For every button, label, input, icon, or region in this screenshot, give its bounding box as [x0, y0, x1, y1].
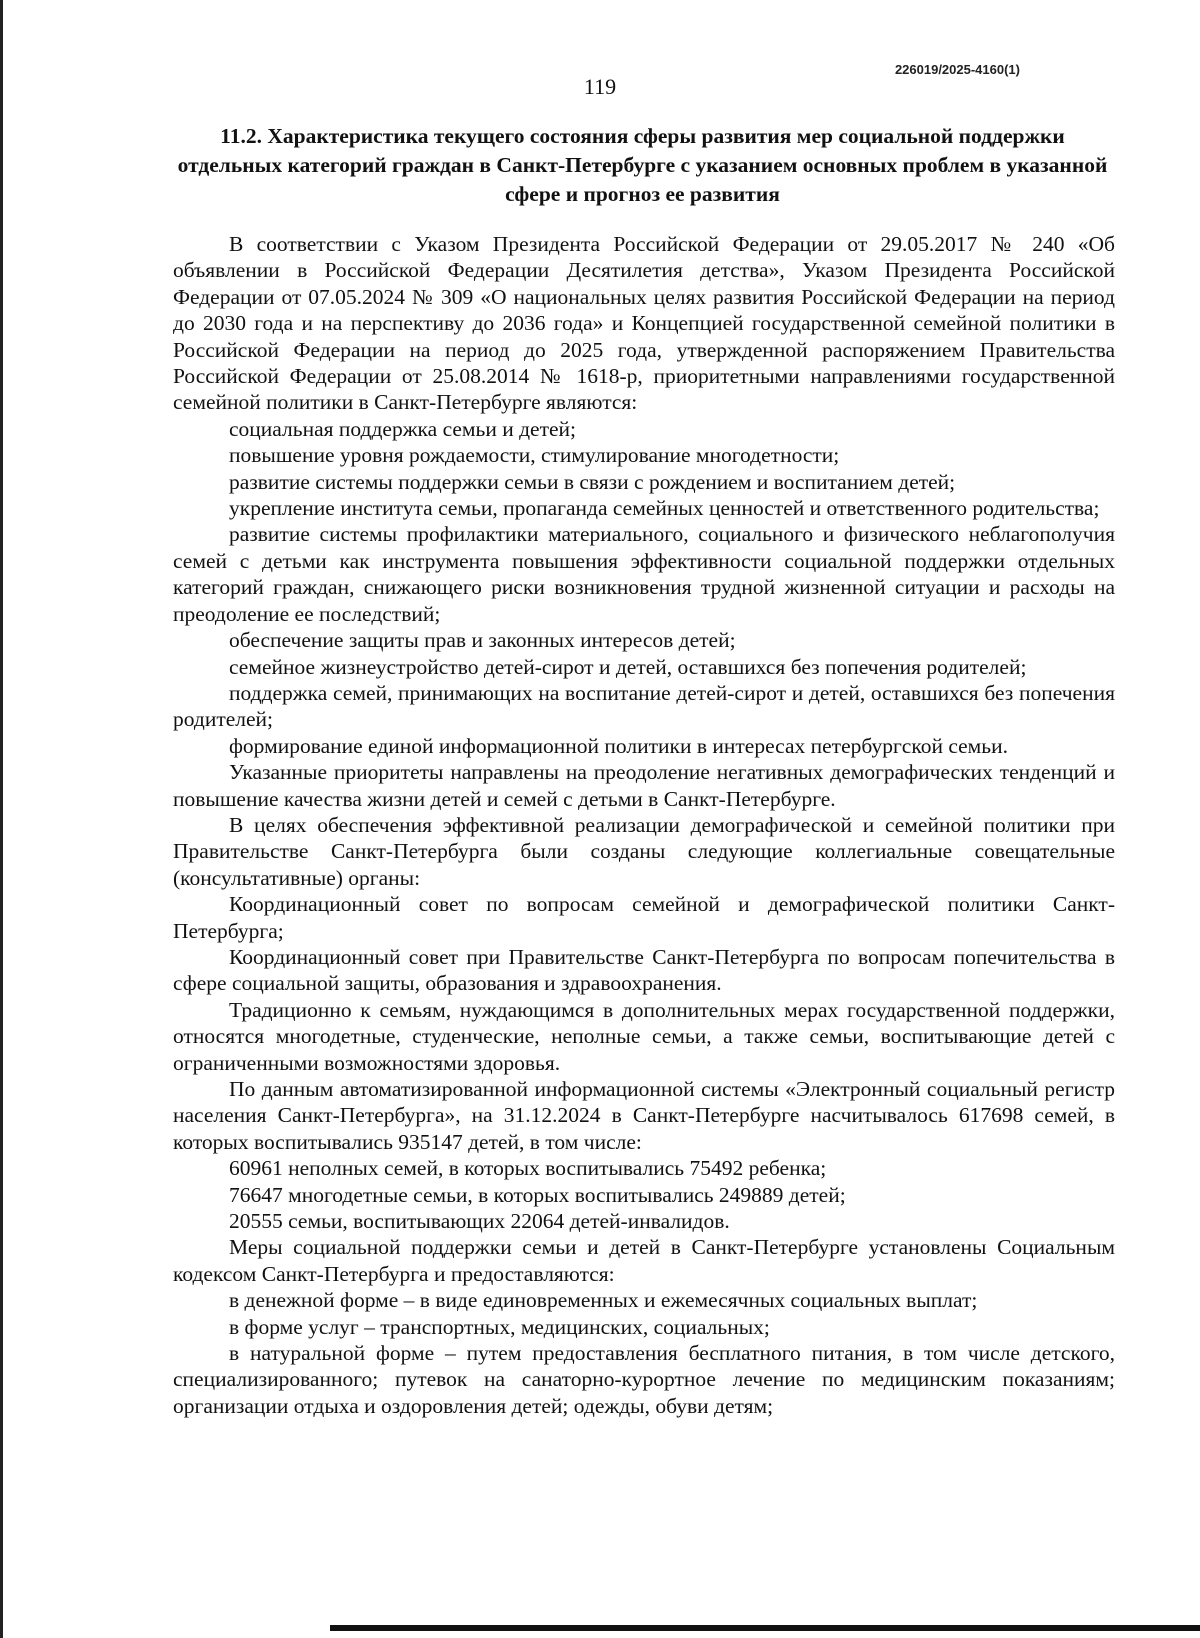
list-item: в денежной форме – в виде единовременных и ежемесячных социальных выплат;	[229, 1288, 978, 1313]
list-item: 20555 семьи, воспитывающих 22064 детей-инвалидов.	[229, 1209, 730, 1234]
list-item: поддержка семей, принимающих на воспитание детей-сирот и детей, оставшихся без попечения родителей;	[173, 680, 1115, 732]
list-item: социальная поддержка семьи и детей;	[229, 416, 577, 441]
paragraph: Меры социальной поддержки семьи и детей в Санкт-Петербурге установлены Социальным кодексом Санкт-Петербурга и предоставляются:	[173, 1235, 1115, 1286]
list-item: 60961 неполных семей, в которых воспитывались 75492 ребенка;	[229, 1156, 827, 1181]
list-item: в натуральной форме – путем предоставления бесплатного питания, в том числе детского, специализированного; путевок на санаторно-курортное лечение по медицинским показаниям; организации отдыха и оздоровления детей; одежды, обуви детям;	[173, 1341, 1115, 1418]
paragraph: Указанные приоритеты направлены на преодоление негативных демографических тенденций и повышение качества жизни детей и семей с детьми в Санкт-Петербурге.	[173, 760, 1115, 811]
list-item: формирование единой информационной политики в интересах петербургской семьи.	[229, 733, 1008, 758]
section-title: 11.2. Характеристика текущего состояния сферы развития мер социальной поддержки отдельных категорий граждан в Санкт-Петербурге с указанием основных проблем в указанной сфере и прогноз ее развития	[177, 124, 1108, 206]
list-item: Координационный совет при Правительстве Санкт-Петербурга по вопросам попечительства в сфере социальной защиты, образования и здравоохранения.	[173, 944, 1115, 996]
document-body	[173, 231, 1115, 1419]
paragraph: Традиционно к семьям, нуждающимся в дополнительных мерах государственной поддержки, относятся многодетные, студенческие, неполные семьи, а также семьи, воспитывающие детей с ограниченными возможностями здоровья.	[173, 997, 1115, 1075]
page-number: 119	[583, 74, 617, 99]
scan-left-edge	[0, 0, 3, 1638]
paragraph: В целях обеспечения эффективной реализации демографической и семейной политики при Правительстве Санкт-Петербурга были созданы следующие коллегиальные совещательные (консультативные) органы:	[173, 812, 1115, 890]
list-item: обеспечение защиты прав и законных интересов детей;	[229, 628, 736, 653]
paragraph: В соответствии с Указом Президента Российской Федерации от 29.05.2017 № 240 «Об объявлении в Российской Федерации Десятилетия детства», Указом Президента Российской Федерации от 07.05.2024 № 309 «О национальных целях развития Российской Федерации на период до 2030 года и на перспективу до 2036 года» и Концепцией государственной семейной политики в Российской Федерации на период до 2025 года, утвержденной распоряжением Правительства Российской Федерации от 25.08.2014 № 1618-р, приоритетными направлениями государственной семейной политики в Санкт-Петербурге являются:	[173, 232, 1115, 415]
list-item: Координационный совет по вопросам семейной и демографической политики Санкт-Петербурга;	[173, 892, 1115, 943]
list-item: в форме услуг – транспортных, медицинских, социальных;	[229, 1314, 770, 1339]
paragraph: По данным автоматизированной информационной системы «Электронный социальный регистр населения Санкт-Петербурга», на 31.12.2024 в Санкт-Петербурге насчитывалось 617698 семей, в которых воспитывались 935147 детей, в том числе:	[173, 1077, 1115, 1154]
list-item: укрепление института семьи, пропаганда семейных ценностей и ответственного родительства;	[229, 496, 1100, 521]
registration-number: 226019/2025-4160(1)	[894, 62, 1020, 77]
list-item: развитие системы профилактики материального, социального и физического неблагополучия семей с детьми как инструмента повышения эффективности социальной поддержки отдельных категорий граждан, снижающего риски возникновения трудной жизненной ситуации и расходы на преодоление ее последствий;	[173, 522, 1115, 626]
list-item: 76647 многодетные семьи, в которых воспитывались 249889 детей;	[229, 1182, 846, 1207]
list-item: семейное жизнеустройство детей-сирот и детей, оставшихся без попечения родителей;	[229, 654, 1027, 679]
list-item: развитие системы поддержки семьи в связи с рождением и воспитанием детей;	[229, 469, 956, 494]
scan-bottom-edge	[330, 1625, 1200, 1631]
list-item: повышение уровня рождаемости, стимулирование многодетности;	[229, 443, 840, 468]
